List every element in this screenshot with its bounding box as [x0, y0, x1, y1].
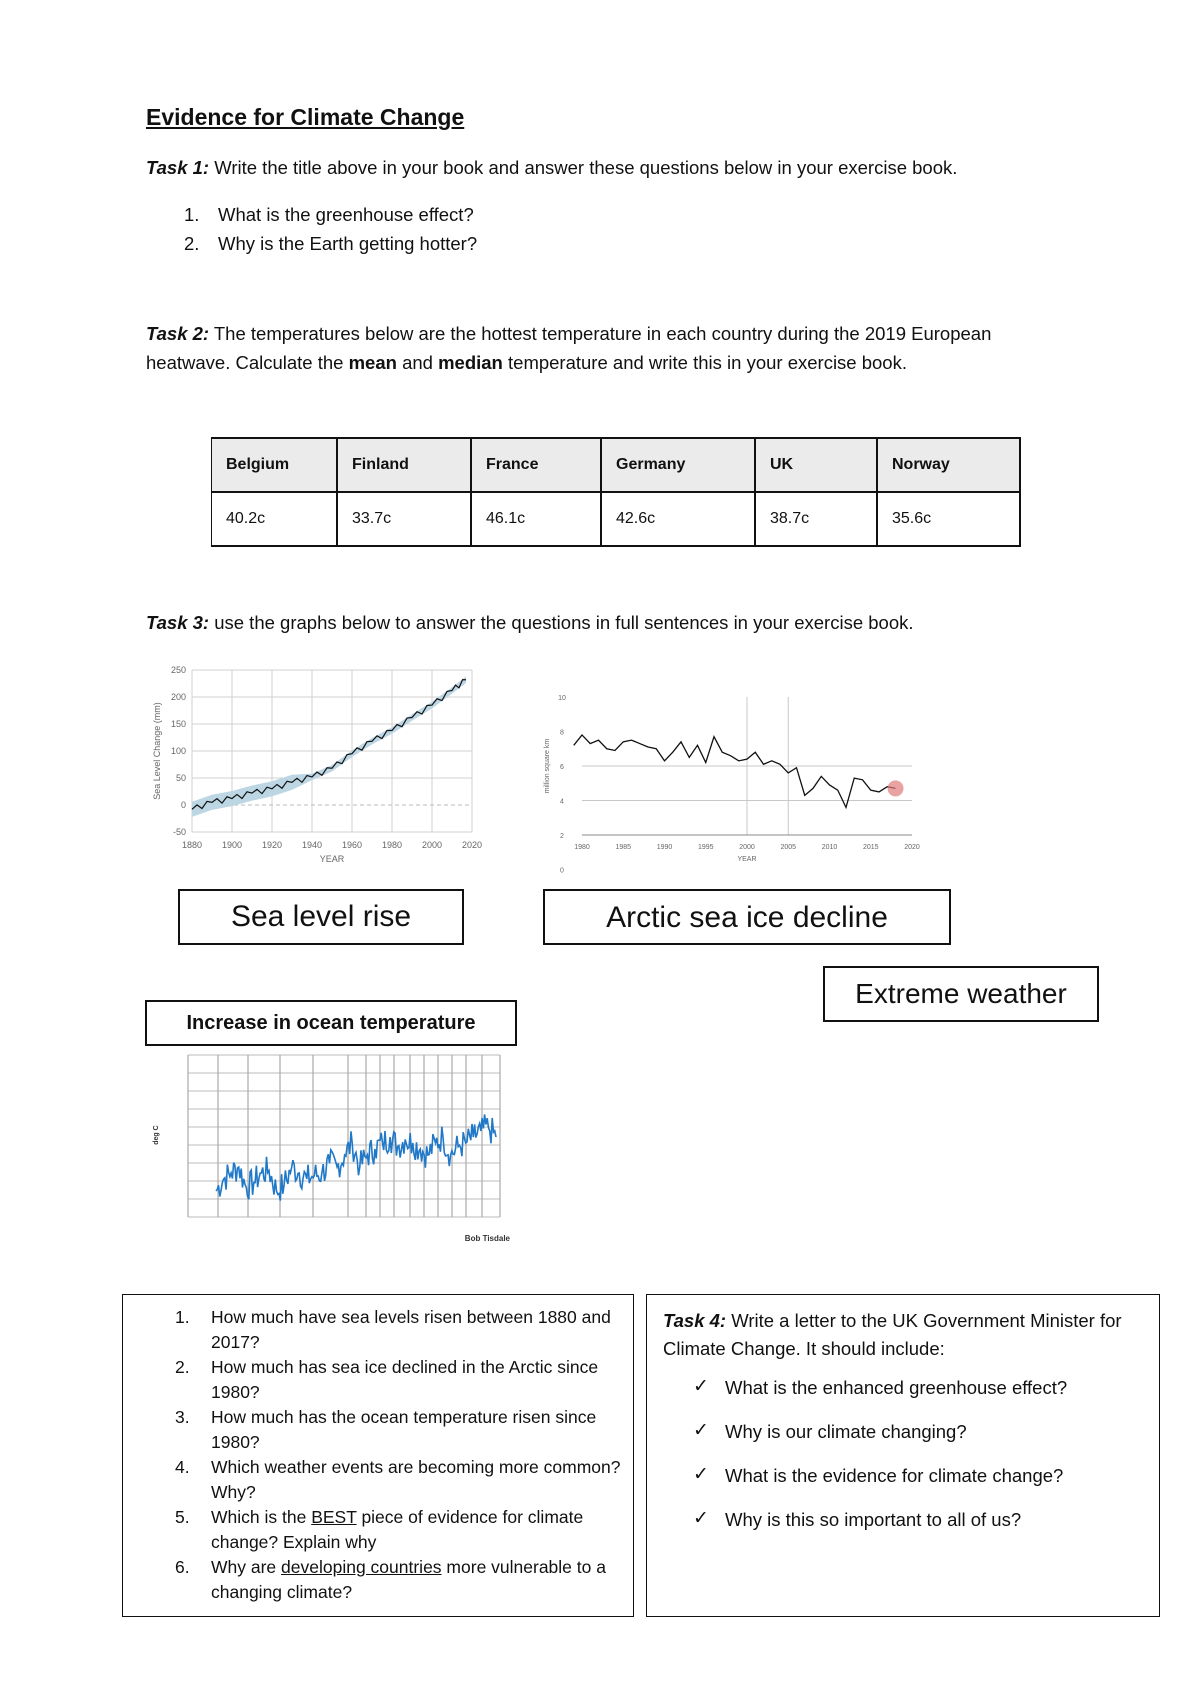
- tick-label: 6: [560, 764, 564, 771]
- tick-label: 50: [175, 773, 186, 783]
- list-item: ✓ What is the enhanced greenhouse effect?: [693, 1376, 1068, 1398]
- x-axis-label: YEAR: [737, 856, 757, 863]
- tick-label: 250: [170, 665, 186, 675]
- tick-label: 1980: [381, 840, 403, 850]
- tick-label: 2005: [780, 844, 797, 851]
- task1-questions: [146, 200, 846, 258]
- tick-label: 2: [560, 833, 564, 840]
- questions-list: [123, 1305, 623, 1605]
- tick-label: 10: [558, 695, 566, 702]
- page-title: Evidence for Climate Change: [146, 104, 465, 130]
- arctic-sea-ice-chart: [540, 685, 930, 875]
- tick-label: 0: [560, 867, 564, 875]
- table-cell: 42.6c: [601, 492, 755, 546]
- ocean-temp-label: Increase in ocean temperature: [145, 1000, 517, 1046]
- table-cell: 33.7c: [337, 492, 471, 546]
- task1-text: Write the title above in your book and answer these questions below in your exercise book.: [209, 157, 958, 178]
- tick-label: 8: [560, 729, 564, 737]
- tick-label: -50: [172, 827, 186, 837]
- list-item: 1. How much have sea levels risen between 1880 and 2017?: [175, 1307, 611, 1352]
- checkmark-icon: ✓: [693, 1508, 709, 1529]
- table-header-row: [212, 438, 1021, 492]
- table-header-cell: Belgium: [212, 438, 338, 492]
- y-axis-label: million square km: [544, 738, 551, 794]
- tick-label: 100: [170, 746, 186, 756]
- chart-credit: Bob Tisdale: [464, 1234, 510, 1243]
- tick-label: 1940: [301, 840, 323, 850]
- table-cell: 38.7c: [755, 492, 877, 546]
- questions-box: [122, 1294, 634, 1617]
- tick-label: 2020: [904, 844, 920, 851]
- task4-box: [646, 1294, 1160, 1617]
- table-header-cell: UK: [755, 438, 877, 492]
- list-item: 2. Why is the Earth getting hotter?: [184, 233, 478, 254]
- tick-label: 0: [180, 800, 186, 810]
- checkmark-icon: ✓: [693, 1420, 709, 1441]
- y-axis-label: deg C: [153, 1125, 160, 1145]
- list-item: 4. Which weather events are becoming more common? Why?: [175, 1457, 621, 1502]
- uncertainty-band: [192, 676, 466, 816]
- table-header-cell: Norway: [877, 438, 1020, 492]
- tick-label: 1880: [181, 840, 203, 850]
- table-cell: 40.2c: [212, 492, 338, 546]
- tick-label: 2010: [821, 844, 838, 851]
- data-line-sea-ice: [574, 735, 896, 807]
- table-header-cell: Finland: [337, 438, 471, 492]
- table-header-cell: France: [471, 438, 601, 492]
- tick-label: 2020: [461, 840, 483, 850]
- list-item: 6. Why are developing countries more vulnerable to a changing climate?: [175, 1557, 606, 1602]
- tick-label: 1920: [261, 840, 283, 850]
- task4-checklist: [647, 1377, 1159, 1553]
- list-item: 3. How much has the ocean temperature risen since 1980?: [175, 1407, 597, 1452]
- table-header-cell: Germany: [601, 438, 755, 492]
- tick-label: 1985: [615, 844, 632, 851]
- list-item: ✓ Why is this so important to all of us?: [693, 1508, 1022, 1530]
- list-item: 5. Which is the BEST piece of evidence for climate change? Explain why: [175, 1507, 584, 1552]
- list-item: ✓ Why is our climate changing?: [693, 1420, 967, 1442]
- tick-label: 200: [170, 692, 186, 702]
- task3-label: Task 3:: [146, 612, 210, 633]
- extreme-weather-label: Extreme weather: [823, 966, 1099, 1022]
- tick-label: 2000: [739, 844, 755, 851]
- task4-instruction: Task 4: Write a letter to the UK Government Minister for Climate Change. It should include:: [663, 1310, 1122, 1359]
- list-item: 2. How much has sea ice declined in the Arctic since 1980?: [175, 1357, 599, 1402]
- tick-label: 1980: [574, 844, 590, 851]
- tick-label: 1960: [341, 840, 363, 850]
- tick-label: 4: [560, 798, 564, 806]
- tick-label: 2015: [862, 844, 879, 851]
- task4-label: Task 4:: [663, 1310, 727, 1331]
- highlight-point: [888, 780, 904, 796]
- task1-label: Task 1:: [146, 157, 210, 178]
- checkmark-icon: ✓: [693, 1464, 709, 1485]
- tick-label: 1990: [656, 844, 673, 851]
- ocean-temperature-chart: [148, 1047, 518, 1247]
- tick-label: 2000: [421, 840, 443, 850]
- tick-label: 150: [170, 719, 186, 729]
- tick-label: 1995: [697, 844, 714, 851]
- list-item: 1. What is the greenhouse effect?: [184, 204, 474, 225]
- list-item: ✓ What is the evidence for climate change?: [693, 1464, 1064, 1486]
- x-axis-label: YEAR: [319, 854, 345, 864]
- data-line-sea-level: [192, 680, 466, 810]
- task2-instruction: Task 2: The temperatures below are the hottest temperature in each country during the 2019 European heatwave. Calculate the mean and median temperature and write this in your exercise book.: [146, 323, 992, 373]
- median-word: median: [438, 352, 503, 373]
- sea-level-label: Sea level rise: [178, 889, 464, 945]
- table-cell: 46.1c: [471, 492, 601, 546]
- temperature-table: [211, 437, 1021, 547]
- table-cell: 35.6c: [877, 492, 1020, 546]
- checkmark-icon: ✓: [693, 1376, 709, 1397]
- task2-label: Task 2:: [146, 323, 210, 344]
- tick-label: 1900: [221, 840, 243, 850]
- table-row: [212, 492, 1021, 546]
- y-axis-label: Sea Level Change (mm): [152, 702, 162, 800]
- task3-instruction: Task 3: use the graphs below to answer the questions in full sentences in your exercise book.: [146, 612, 914, 633]
- sea-level-chart: [150, 660, 490, 875]
- arctic-label: Arctic sea ice decline: [543, 889, 951, 945]
- task1-instruction: [146, 153, 1066, 182]
- mean-word: mean: [348, 352, 397, 373]
